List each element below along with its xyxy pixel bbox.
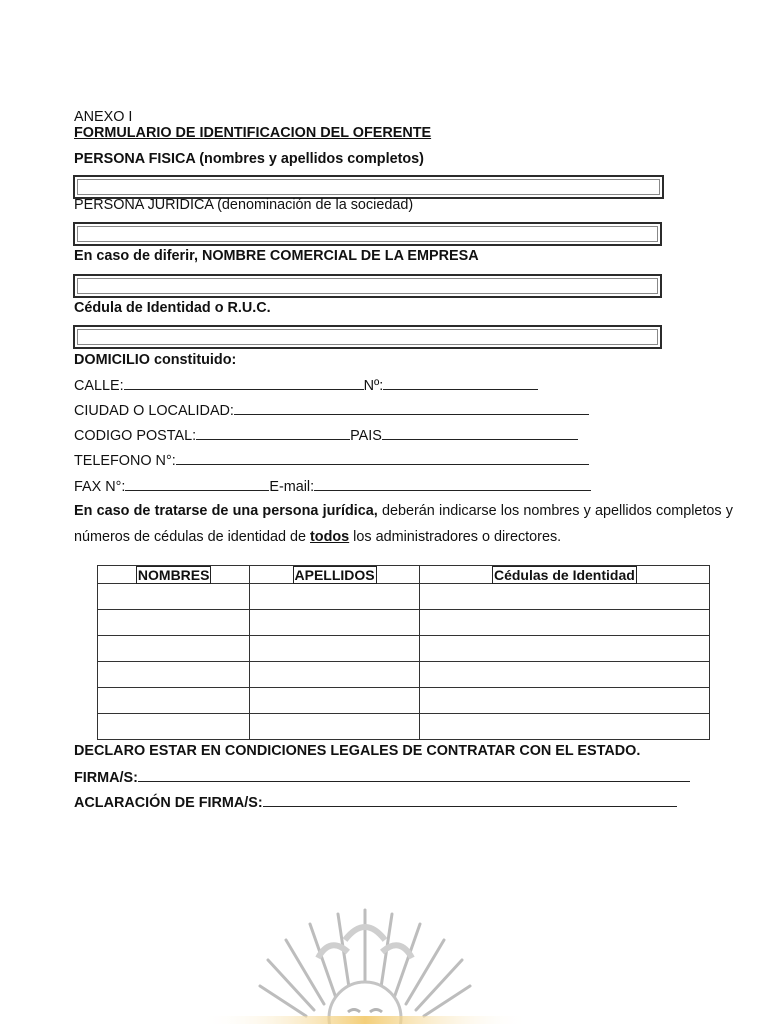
- ciudad-label: CIUDAD O LOCALIDAD:: [74, 403, 234, 419]
- fax-label: FAX N°:: [74, 479, 126, 495]
- firma-line[interactable]: [138, 769, 690, 782]
- numero-line[interactable]: [383, 377, 538, 390]
- aclaracion-row: [74, 794, 677, 811]
- persona-fisica-label: PERSONA FISICA (nombres y apellidos completos): [74, 151, 424, 167]
- aclaracion-line[interactable]: [263, 794, 677, 807]
- pais-label: PAIS: [350, 428, 382, 444]
- nombre-comercial-field[interactable]: [73, 274, 662, 298]
- ciudad-row: [74, 402, 589, 419]
- codigo-postal-label: CODIGO POSTAL:: [74, 428, 197, 444]
- codigo-postal-row: [74, 427, 578, 444]
- table-cell[interactable]: [419, 610, 709, 636]
- email-label: E-mail:: [269, 479, 315, 495]
- table-cell[interactable]: [250, 688, 419, 714]
- table-cell[interactable]: [250, 662, 419, 688]
- note-text-1: deberán indicarse los nombres y apellidos completos y números de cédulas de identidad de: [74, 503, 734, 545]
- calle-label: CALLE:: [74, 378, 124, 394]
- table-row: [98, 584, 710, 610]
- declaration-text: DECLARO ESTAR EN CONDICIONES LEGALES DE CONTRATAR CON EL ESTADO.: [74, 743, 641, 759]
- table-cell[interactable]: [98, 714, 250, 740]
- cedula-ruc-label: Cédula de Identidad o R.U.C.: [74, 300, 271, 316]
- fax-line[interactable]: [125, 478, 269, 491]
- persona-fisica-field[interactable]: [73, 175, 664, 199]
- ciudad-line[interactable]: [234, 402, 589, 415]
- table-cell[interactable]: [98, 584, 250, 610]
- pais-line[interactable]: [382, 427, 578, 440]
- table-row: [98, 610, 710, 636]
- persona-juridica-field[interactable]: [73, 222, 662, 246]
- note-emphasis: todos: [310, 529, 350, 545]
- form-title: FORMULARIO DE IDENTIFICACION DEL OFERENTE: [74, 125, 432, 141]
- calle-line[interactable]: [124, 377, 364, 390]
- annex-label: ANEXO I: [74, 109, 133, 125]
- sun-emblem-icon: [200, 900, 530, 1024]
- firma-row: [74, 769, 690, 786]
- telefono-line[interactable]: [176, 452, 589, 465]
- table-cell[interactable]: [419, 636, 709, 662]
- note-text-2: los administradores o directores.: [349, 529, 562, 545]
- table-cell[interactable]: [419, 688, 709, 714]
- table-row: [98, 714, 710, 740]
- table-cell[interactable]: [98, 610, 250, 636]
- column-header-apellidos: APELLIDOS: [250, 566, 419, 584]
- telefono-label: TELEFONO N°:: [74, 453, 176, 469]
- persona-juridica-label: PERSONA JURIDICA (denominación de la sociedad): [74, 197, 414, 213]
- calle-row: [74, 377, 538, 394]
- column-header-cedulas: Cédulas de Identidad: [419, 566, 709, 584]
- table-row: [98, 662, 710, 688]
- cedula-ruc-field[interactable]: [73, 325, 662, 349]
- firma-label: FIRMA/S:: [74, 770, 138, 786]
- codigo-postal-line[interactable]: [196, 427, 350, 440]
- aclaracion-label: ACLARACIÓN DE FIRMA/S:: [74, 795, 263, 811]
- table-cell[interactable]: [98, 636, 250, 662]
- table-cell[interactable]: [419, 662, 709, 688]
- telefono-row: [74, 452, 589, 469]
- numero-label: Nº:: [363, 378, 384, 394]
- juridica-note: [74, 498, 733, 550]
- nombre-comercial-label: En caso de diferir, NOMBRE COMERCIAL DE LA EMPRESA: [74, 248, 479, 264]
- domicilio-heading: DOMICILIO constituido:: [74, 352, 237, 368]
- table-cell[interactable]: [250, 610, 419, 636]
- table-cell[interactable]: [250, 714, 419, 740]
- fax-row: [74, 478, 591, 495]
- table-cell[interactable]: [250, 636, 419, 662]
- email-line[interactable]: [314, 478, 591, 491]
- table-cell[interactable]: [419, 584, 709, 610]
- admins-table: [97, 565, 710, 740]
- table-header-row: [98, 566, 710, 584]
- table-row: [98, 688, 710, 714]
- note-lead: En caso de tratarse de una persona jurídica,: [74, 503, 378, 519]
- table-row: [98, 636, 710, 662]
- table-cell[interactable]: [419, 714, 709, 740]
- table-cell[interactable]: [98, 662, 250, 688]
- table-cell[interactable]: [98, 688, 250, 714]
- table-cell[interactable]: [250, 584, 419, 610]
- column-header-nombres: NOMBRES: [98, 566, 250, 584]
